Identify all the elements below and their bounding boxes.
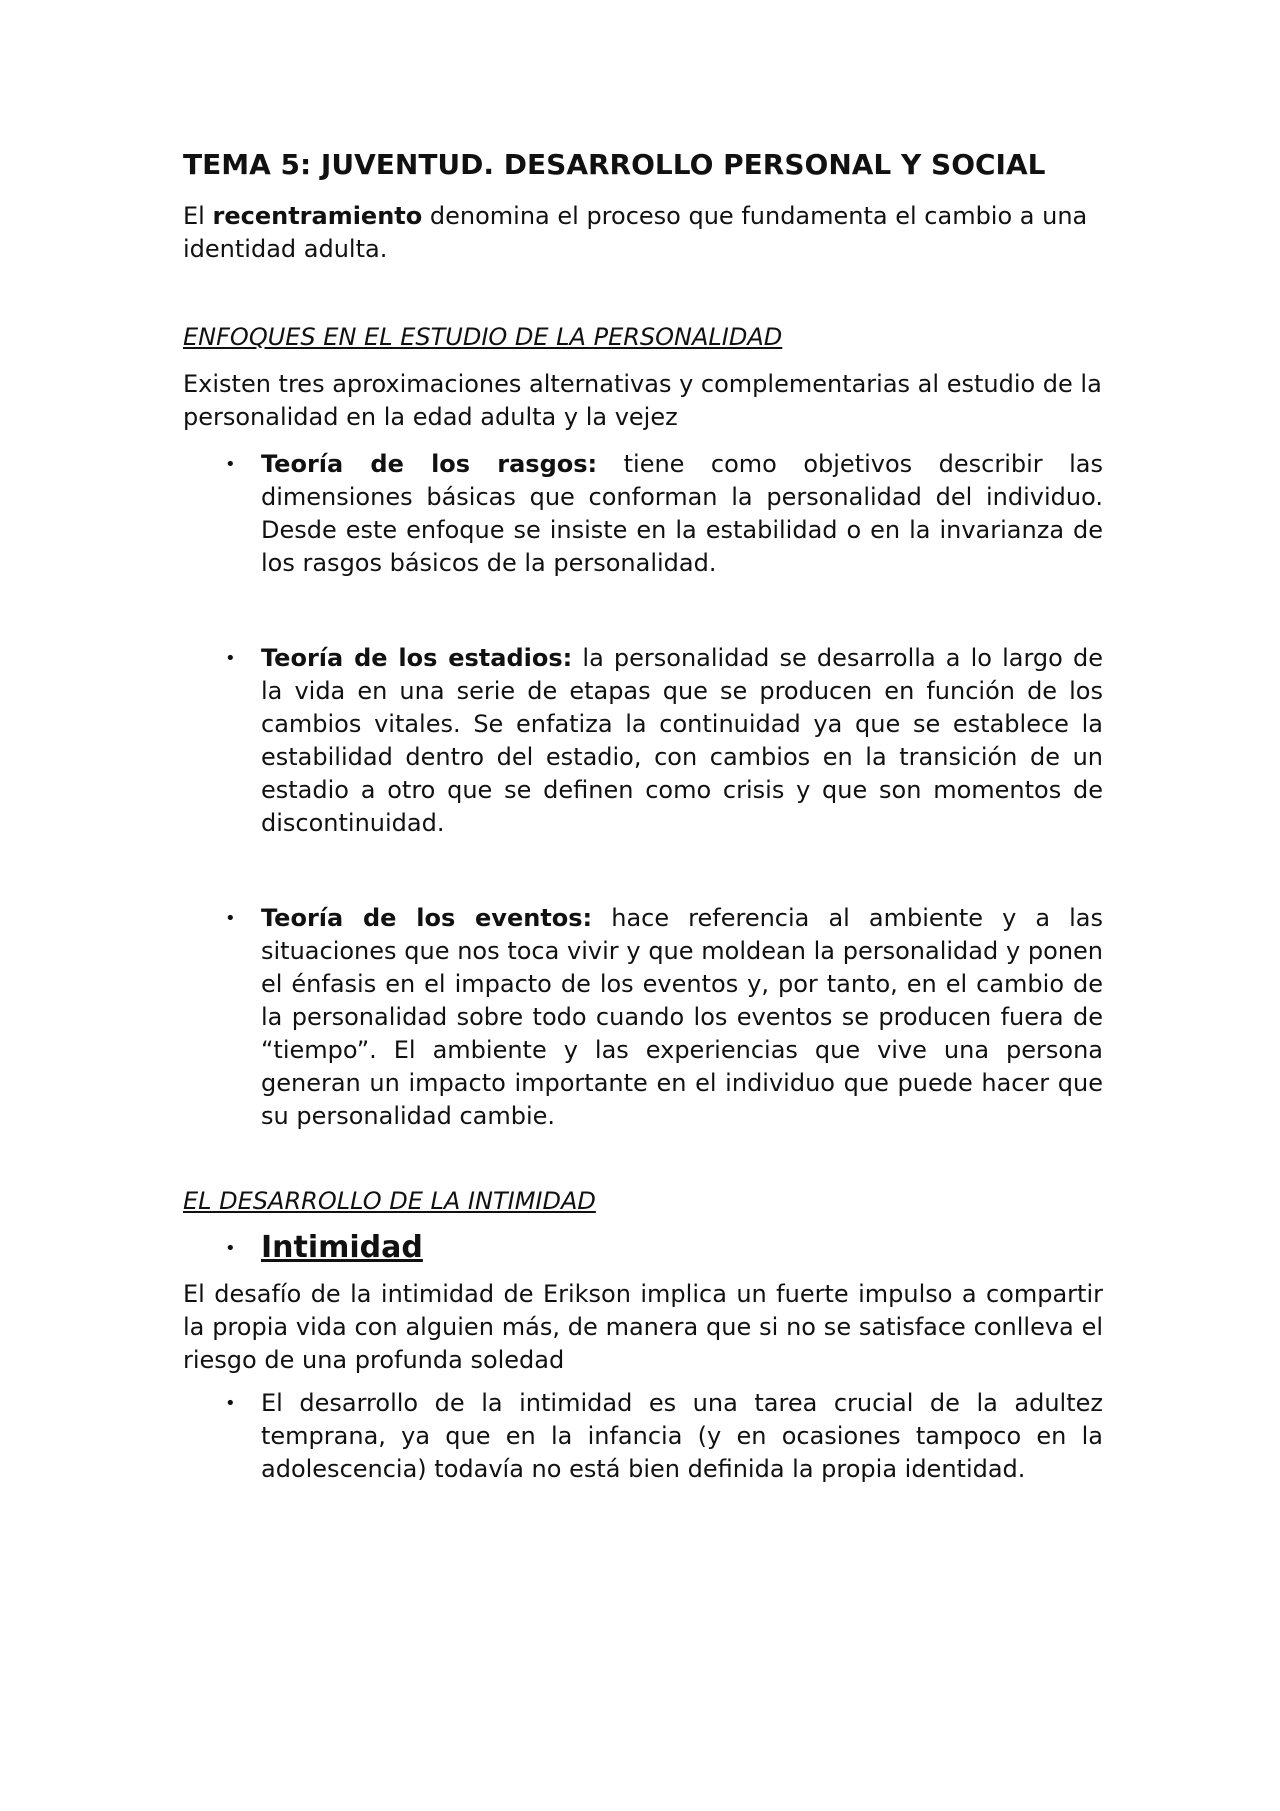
intro-paragraph bbox=[183, 200, 1103, 266]
bullet-icon: • bbox=[225, 1393, 236, 1414]
item-text: El desarrollo de la intimidad es una tarea crucial de la adultez temprana, ya que en la infancia (y en ocasiones tampoco en la adolescencia) todavía no está bien definida la propia identidad. bbox=[261, 1389, 1103, 1483]
bullet-icon: • bbox=[225, 908, 236, 929]
intro-bold-term: recentramiento bbox=[212, 202, 423, 230]
section-heading-intimidad: EL DESARROLLO DE LA INTIMIDAD bbox=[183, 1187, 596, 1215]
intimidad-list bbox=[183, 1387, 1103, 1486]
intro-rest: denomina el proceso que fundamenta el cambio a una identidad adulta. bbox=[183, 202, 1088, 263]
section1-paragraph: Existen tres aproximaciones alternativas y complementarias al estudio de la personalidad en la edad adulta y la vejez bbox=[183, 370, 1102, 431]
subheading-intimidad: Intimidad bbox=[261, 1230, 423, 1265]
list-item bbox=[183, 902, 1103, 1133]
intimidad-heading-list bbox=[183, 1228, 1103, 1268]
item-text: hace referencia al ambiente y a las situaciones que nos toca vivir y que moldean la personalidad y ponen el énfasis en el impacto de los eventos y, por tanto, en el cambio de la personalidad sobre todo cuando los eventos se producen fuera de “tiempo”. El ambiente y las experiencias que vive una persona generan un impacto importante en el individuo que puede hacer que su personalidad cambie. bbox=[261, 904, 1103, 1130]
list-item bbox=[183, 642, 1103, 840]
bullet-icon: • bbox=[225, 454, 236, 475]
item-term: Teoría de los eventos: bbox=[261, 904, 593, 932]
item-term: Teoría de los estadios: bbox=[261, 644, 573, 672]
item-text: la personalidad se desarrolla a lo largo de la vida en una serie de etapas que se producen en función de los cambios vitales. Se enfatiza la continuidad ya que se establece la estabilidad dentro del estadio, con cambios en la transición de un estadio a otro que se definen como crisis y que son momentos de discontinuidad. bbox=[261, 644, 1103, 837]
item-text: tiene como objetivos describir las dimensiones básicas que conforman la personalidad del individuo. Desde este enfoque se insiste en la estabilidad o en la invarianza de los rasgos básicos de la personalidad. bbox=[261, 450, 1103, 577]
bullet-icon: • bbox=[225, 648, 236, 669]
list-item bbox=[183, 1228, 1103, 1268]
theories-list bbox=[183, 448, 1103, 1133]
bullet-icon: • bbox=[225, 1238, 236, 1259]
section2-paragraph: El desafío de la intimidad de Erikson implica un fuerte impulso a compartir la propia vida con alguien más, de manera que si no se satisface conlleva el riesgo de una profunda soledad bbox=[183, 1280, 1103, 1374]
item-term: Teoría de los rasgos: bbox=[261, 450, 598, 478]
intro-prefix: El bbox=[183, 202, 205, 230]
list-item bbox=[183, 448, 1103, 580]
document-title: TEMA 5: JUVENTUD. DESARROLLO PERSONAL Y SOCIAL bbox=[183, 148, 1046, 181]
section-heading-personalidad: ENFOQUES EN EL ESTUDIO DE LA PERSONALIDAD bbox=[183, 323, 783, 351]
list-item bbox=[183, 1387, 1103, 1486]
document-content bbox=[183, 146, 1103, 1486]
